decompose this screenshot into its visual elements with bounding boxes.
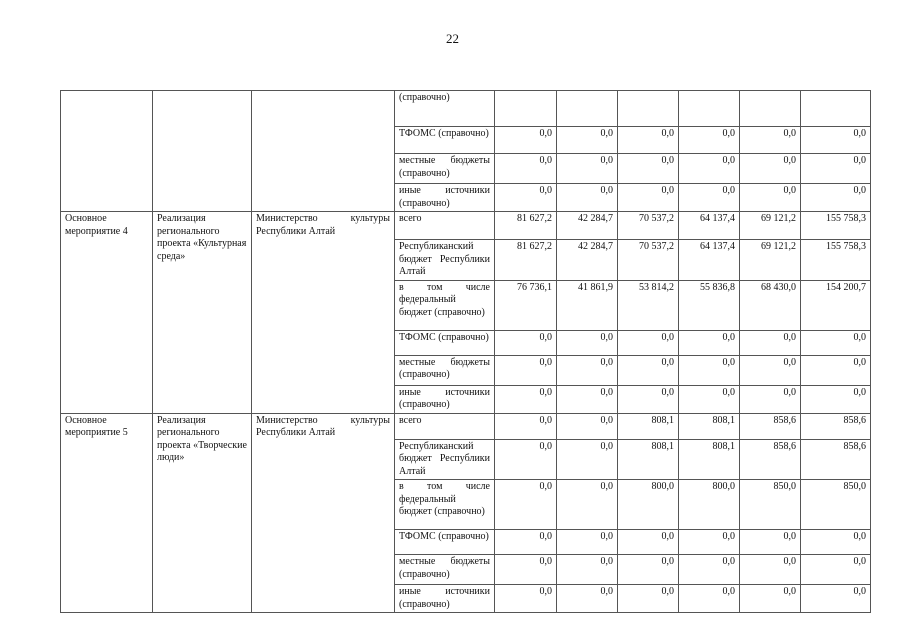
value-cell: 0,0 xyxy=(495,530,557,555)
measure-title: Реализация регионального проекта «Культурная среда» xyxy=(153,212,252,414)
source-cell: в том числе федеральный бюджет (справочно) xyxy=(395,280,495,330)
value-cell: 69 121,2 xyxy=(740,240,801,281)
source-cell: всего xyxy=(395,413,495,439)
value-cell: 808,1 xyxy=(618,413,679,439)
value-cell: 0,0 xyxy=(618,385,679,413)
source-cell: местные бюджеты (справочно) xyxy=(395,154,495,184)
value-cell: 0,0 xyxy=(801,585,871,613)
source-cell: иные источники (справочно) xyxy=(395,385,495,413)
value-cell: 0,0 xyxy=(557,385,618,413)
source-cell: Республиканский бюджет Республики Алтай xyxy=(395,439,495,480)
empty-cell xyxy=(252,91,395,212)
empty-cell xyxy=(61,91,153,212)
value-cell: 0,0 xyxy=(801,385,871,413)
value-cell: 0,0 xyxy=(495,585,557,613)
value-cell: 42 284,7 xyxy=(557,212,618,240)
value-cell: 0,0 xyxy=(618,154,679,184)
value-cell: 0,0 xyxy=(495,330,557,355)
value-cell: 70 537,2 xyxy=(618,212,679,240)
value-cell: 0,0 xyxy=(679,184,740,212)
table-row xyxy=(61,91,871,127)
value-cell: 858,6 xyxy=(801,413,871,439)
table-row xyxy=(61,212,871,240)
value-cell: 0,0 xyxy=(557,154,618,184)
value-cell xyxy=(618,91,679,127)
value-cell: 850,0 xyxy=(740,480,801,530)
value-cell: 0,0 xyxy=(495,480,557,530)
value-cell: 0,0 xyxy=(618,330,679,355)
value-cell: 0,0 xyxy=(801,154,871,184)
value-cell: 0,0 xyxy=(495,127,557,154)
source-cell: ТФОМС (справочно) xyxy=(395,330,495,355)
value-cell: 0,0 xyxy=(557,555,618,585)
value-cell: 0,0 xyxy=(801,184,871,212)
source-cell: (справочно) xyxy=(395,91,495,127)
source-cell: всего xyxy=(395,212,495,240)
source-cell: в том числе федеральный бюджет (справочно) xyxy=(395,480,495,530)
value-cell: 0,0 xyxy=(740,184,801,212)
value-cell xyxy=(679,91,740,127)
value-cell: 70 537,2 xyxy=(618,240,679,281)
value-cell: 808,1 xyxy=(618,439,679,480)
value-cell: 154 200,7 xyxy=(801,280,871,330)
page-number: 22 xyxy=(446,31,459,46)
source-cell: Республиканский бюджет Республики Алтай xyxy=(395,240,495,281)
value-cell: 0,0 xyxy=(618,355,679,385)
value-cell: 0,0 xyxy=(740,154,801,184)
value-cell: 0,0 xyxy=(801,555,871,585)
source-cell: ТФОМС (справочно) xyxy=(395,127,495,154)
value-cell: 55 836,8 xyxy=(679,280,740,330)
value-cell: 68 430,0 xyxy=(740,280,801,330)
value-cell: 155 758,3 xyxy=(801,212,871,240)
value-cell: 42 284,7 xyxy=(557,240,618,281)
value-cell: 0,0 xyxy=(679,530,740,555)
value-cell: 81 627,2 xyxy=(495,212,557,240)
value-cell: 0,0 xyxy=(557,355,618,385)
value-cell: 850,0 xyxy=(801,480,871,530)
value-cell: 0,0 xyxy=(495,154,557,184)
value-cell: 0,0 xyxy=(740,127,801,154)
value-cell: 808,1 xyxy=(679,439,740,480)
responsible-executor: Министерство культуры Республики Алтай xyxy=(252,212,395,414)
value-cell: 0,0 xyxy=(801,530,871,555)
value-cell xyxy=(495,91,557,127)
measure-name: Основное мероприятие 5 xyxy=(61,413,153,613)
value-cell: 0,0 xyxy=(679,330,740,355)
value-cell: 69 121,2 xyxy=(740,212,801,240)
source-cell: иные источники (справочно) xyxy=(395,184,495,212)
value-cell: 155 758,3 xyxy=(801,240,871,281)
value-cell: 0,0 xyxy=(495,555,557,585)
value-cell: 0,0 xyxy=(801,330,871,355)
value-cell: 41 861,9 xyxy=(557,280,618,330)
value-cell: 0,0 xyxy=(801,127,871,154)
value-cell xyxy=(740,91,801,127)
financing-table xyxy=(60,90,871,613)
value-cell: 858,6 xyxy=(801,439,871,480)
value-cell: 0,0 xyxy=(618,184,679,212)
value-cell: 0,0 xyxy=(495,355,557,385)
measure-title: Реализация регионального проекта «Творческие люди» xyxy=(153,413,252,613)
value-cell: 800,0 xyxy=(679,480,740,530)
value-cell: 0,0 xyxy=(557,439,618,480)
value-cell: 0,0 xyxy=(679,385,740,413)
value-cell: 0,0 xyxy=(495,413,557,439)
source-cell: иные источники (справочно) xyxy=(395,585,495,613)
value-cell xyxy=(801,91,871,127)
value-cell: 0,0 xyxy=(801,355,871,385)
measure-name: Основное мероприятие 4 xyxy=(61,212,153,414)
value-cell: 64 137,4 xyxy=(679,212,740,240)
value-cell: 0,0 xyxy=(740,355,801,385)
value-cell: 0,0 xyxy=(557,530,618,555)
value-cell: 53 814,2 xyxy=(618,280,679,330)
value-cell: 0,0 xyxy=(557,480,618,530)
responsible-executor: Министерство культуры Республики Алтай xyxy=(252,413,395,613)
value-cell: 0,0 xyxy=(679,127,740,154)
value-cell: 0,0 xyxy=(740,385,801,413)
value-cell: 76 736,1 xyxy=(495,280,557,330)
value-cell xyxy=(557,91,618,127)
value-cell: 0,0 xyxy=(557,127,618,154)
value-cell: 858,6 xyxy=(740,439,801,480)
value-cell: 0,0 xyxy=(679,355,740,385)
value-cell: 0,0 xyxy=(679,555,740,585)
value-cell: 0,0 xyxy=(495,439,557,480)
source-cell: местные бюджеты (справочно) xyxy=(395,355,495,385)
value-cell: 0,0 xyxy=(557,585,618,613)
value-cell: 858,6 xyxy=(740,413,801,439)
value-cell: 0,0 xyxy=(740,530,801,555)
value-cell: 0,0 xyxy=(618,585,679,613)
value-cell: 0,0 xyxy=(495,385,557,413)
value-cell: 0,0 xyxy=(495,184,557,212)
value-cell: 808,1 xyxy=(679,413,740,439)
value-cell: 0,0 xyxy=(618,530,679,555)
value-cell: 0,0 xyxy=(679,154,740,184)
value-cell: 0,0 xyxy=(557,184,618,212)
source-cell: ТФОМС (справочно) xyxy=(395,530,495,555)
empty-cell xyxy=(153,91,252,212)
table-row xyxy=(61,413,871,439)
value-cell: 0,0 xyxy=(557,413,618,439)
value-cell: 0,0 xyxy=(740,330,801,355)
value-cell: 81 627,2 xyxy=(495,240,557,281)
value-cell: 0,0 xyxy=(740,585,801,613)
value-cell: 800,0 xyxy=(618,480,679,530)
value-cell: 0,0 xyxy=(557,330,618,355)
value-cell: 0,0 xyxy=(679,585,740,613)
value-cell: 0,0 xyxy=(740,555,801,585)
value-cell: 64 137,4 xyxy=(679,240,740,281)
source-cell: местные бюджеты (справочно) xyxy=(395,555,495,585)
value-cell: 0,0 xyxy=(618,555,679,585)
value-cell: 0,0 xyxy=(618,127,679,154)
